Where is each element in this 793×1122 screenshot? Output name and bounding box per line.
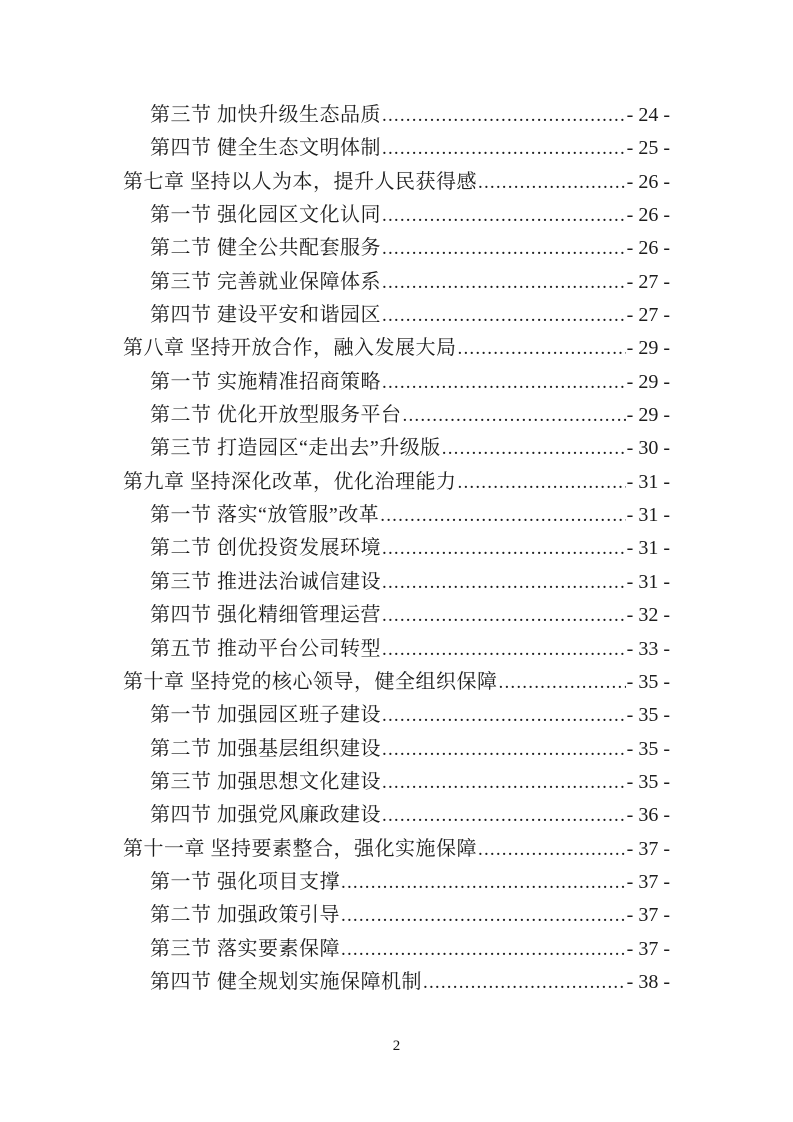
toc-leader-dots bbox=[382, 799, 626, 832]
toc-entry-title: 第四节 健全生态文明体制 bbox=[150, 137, 381, 160]
toc-entry-title: 第四节 建设平安和谐园区 bbox=[150, 304, 381, 327]
toc-leader-dots bbox=[478, 166, 626, 199]
toc-entry-title: 第一节 强化园区文化认同 bbox=[150, 204, 381, 227]
toc-entry bbox=[123, 466, 670, 499]
toc-entry bbox=[123, 933, 670, 966]
toc-entry bbox=[123, 266, 670, 299]
toc-list bbox=[123, 99, 670, 999]
toc-entry bbox=[123, 699, 670, 732]
toc-entry-page: - 26 - bbox=[626, 237, 670, 260]
toc-entry-title: 第十章 坚持党的核心领导，健全组织保障 bbox=[123, 670, 498, 693]
toc-entry-title: 第五节 推动平台公司转型 bbox=[150, 637, 381, 660]
toc-entry-page: - 37 - bbox=[626, 937, 670, 960]
toc-entry-page: - 29 - bbox=[626, 370, 670, 393]
toc-entry bbox=[123, 366, 670, 399]
toc-leader-dots bbox=[380, 499, 625, 532]
toc-entry bbox=[123, 399, 670, 432]
toc-entry bbox=[123, 833, 670, 866]
toc-leader-dots bbox=[382, 599, 626, 632]
toc-leader-dots bbox=[423, 966, 626, 999]
toc-leader-dots bbox=[382, 532, 626, 565]
toc-entry bbox=[123, 599, 670, 632]
toc-entry-page: - 35 - bbox=[626, 670, 670, 693]
toc-entry-title: 第十一章 坚持要素整合，强化实施保障 bbox=[123, 837, 477, 860]
toc-entry-title: 第三节 完善就业保障体系 bbox=[150, 270, 381, 293]
toc-entry-page: - 31 - bbox=[626, 570, 670, 593]
toc-entry bbox=[123, 432, 670, 465]
toc-entry bbox=[123, 866, 670, 899]
toc-entry-page: - 38 - bbox=[626, 970, 670, 993]
toc-entry bbox=[123, 633, 670, 666]
toc-entry-title: 第一节 强化项目支撑 bbox=[150, 870, 340, 893]
toc-entry-title: 第一节 实施精准招商策略 bbox=[150, 370, 381, 393]
toc-entry bbox=[123, 199, 670, 232]
toc-entry bbox=[123, 132, 670, 165]
toc-leader-dots bbox=[382, 299, 626, 332]
toc-entry-title: 第八章 坚持开放合作，融入发展大局 bbox=[123, 337, 457, 360]
toc-leader-dots bbox=[382, 766, 626, 799]
toc-entry-page: - 29 - bbox=[626, 404, 670, 427]
toc-entry-page: - 37 - bbox=[626, 837, 670, 860]
toc-leader-dots bbox=[442, 432, 626, 465]
toc-entry bbox=[123, 899, 670, 932]
toc-entry-page: - 31 - bbox=[626, 470, 670, 493]
toc-leader-dots bbox=[499, 666, 626, 699]
toc-entry-title: 第四节 健全规划实施保障机制 bbox=[150, 970, 422, 993]
toc-entry-page: - 31 - bbox=[626, 504, 670, 527]
toc-entry-page: - 30 - bbox=[626, 437, 670, 460]
toc-entry bbox=[123, 733, 670, 766]
toc-entry-title: 第三节 推进法治诚信建设 bbox=[150, 570, 381, 593]
toc-entry-page: - 26 - bbox=[626, 204, 670, 227]
toc-leader-dots bbox=[458, 466, 626, 499]
toc-entry-title: 第一节 落实“放管服”改革 bbox=[150, 504, 380, 527]
toc-entry bbox=[123, 499, 670, 532]
toc-leader-dots bbox=[341, 866, 626, 899]
toc-leader-dots bbox=[382, 733, 626, 766]
toc-leader-dots bbox=[478, 833, 626, 866]
toc-entry-page: - 31 - bbox=[626, 537, 670, 560]
toc-entry-title: 第四节 加强党风廉政建设 bbox=[150, 804, 381, 827]
toc-entry-title: 第二节 优化开放型服务平台 bbox=[150, 404, 402, 427]
toc-entry-page: - 33 - bbox=[626, 637, 670, 660]
toc-leader-dots bbox=[382, 132, 626, 165]
toc-entry bbox=[123, 232, 670, 265]
toc-leader-dots bbox=[403, 399, 626, 432]
toc-entry bbox=[123, 99, 670, 132]
toc-entry-title: 第三节 加强思想文化建设 bbox=[150, 770, 381, 793]
toc-entry bbox=[123, 666, 670, 699]
toc-entry-page: - 36 - bbox=[626, 804, 670, 827]
toc-leader-dots bbox=[382, 566, 626, 599]
toc-entry-page: - 27 - bbox=[626, 304, 670, 327]
toc-entry-title: 第三节 落实要素保障 bbox=[150, 937, 340, 960]
toc-entry-page: - 32 - bbox=[626, 604, 670, 627]
toc-entry-title: 第三节 打造园区“走出去”升级版 bbox=[150, 437, 441, 460]
footer-page-number: 2 bbox=[392, 1038, 401, 1054]
toc-leader-dots bbox=[382, 699, 626, 732]
toc-entry-page: - 25 - bbox=[626, 137, 670, 160]
toc-entry bbox=[123, 332, 670, 365]
toc-leader-dots bbox=[382, 633, 626, 666]
toc-entry-page: - 35 - bbox=[626, 770, 670, 793]
toc-entry-title: 第七章 坚持以人为本，提升人民获得感 bbox=[123, 170, 477, 193]
toc-entry-title: 第二节 加强政策引导 bbox=[150, 904, 340, 927]
toc-entry-page: - 27 - bbox=[626, 270, 670, 293]
toc-leader-dots bbox=[382, 199, 626, 232]
toc-entry bbox=[123, 299, 670, 332]
toc-entry-page: - 37 - bbox=[626, 870, 670, 893]
toc-entry-title: 第二节 创优投资发展环境 bbox=[150, 537, 381, 560]
toc-entry-title: 第三节 加快升级生态品质 bbox=[150, 104, 381, 126]
toc-entry bbox=[123, 532, 670, 565]
toc-leader-dots bbox=[382, 99, 626, 132]
toc-entry bbox=[123, 799, 670, 832]
toc-entry-title: 第二节 加强基层组织建设 bbox=[150, 737, 381, 760]
toc-entry-page: - 24 - bbox=[626, 104, 670, 126]
toc-entry-page: - 37 - bbox=[626, 904, 670, 927]
toc-entry-title: 第九章 坚持深化改革，优化治理能力 bbox=[123, 470, 457, 493]
toc-entry-page: - 26 - bbox=[626, 170, 670, 193]
toc-entry bbox=[123, 566, 670, 599]
toc-entry bbox=[123, 166, 670, 199]
toc-leader-dots bbox=[382, 366, 626, 399]
toc-entry-page: - 35 - bbox=[626, 737, 670, 760]
toc-entry bbox=[123, 966, 670, 999]
toc-leader-dots bbox=[382, 266, 626, 299]
toc-leader-dots bbox=[341, 899, 626, 932]
toc-entry-title: 第四节 强化精细管理运营 bbox=[150, 604, 381, 627]
toc-entry bbox=[123, 766, 670, 799]
toc-leader-dots bbox=[341, 933, 626, 966]
toc-leader-dots bbox=[382, 232, 626, 265]
toc-entry-title: 第一节 加强园区班子建设 bbox=[150, 704, 381, 727]
toc-entry-page: - 35 - bbox=[626, 704, 670, 727]
toc-entry-title: 第二节 健全公共配套服务 bbox=[150, 237, 381, 260]
toc-entry-page: - 29 - bbox=[626, 337, 670, 360]
toc-leader-dots bbox=[458, 332, 626, 365]
